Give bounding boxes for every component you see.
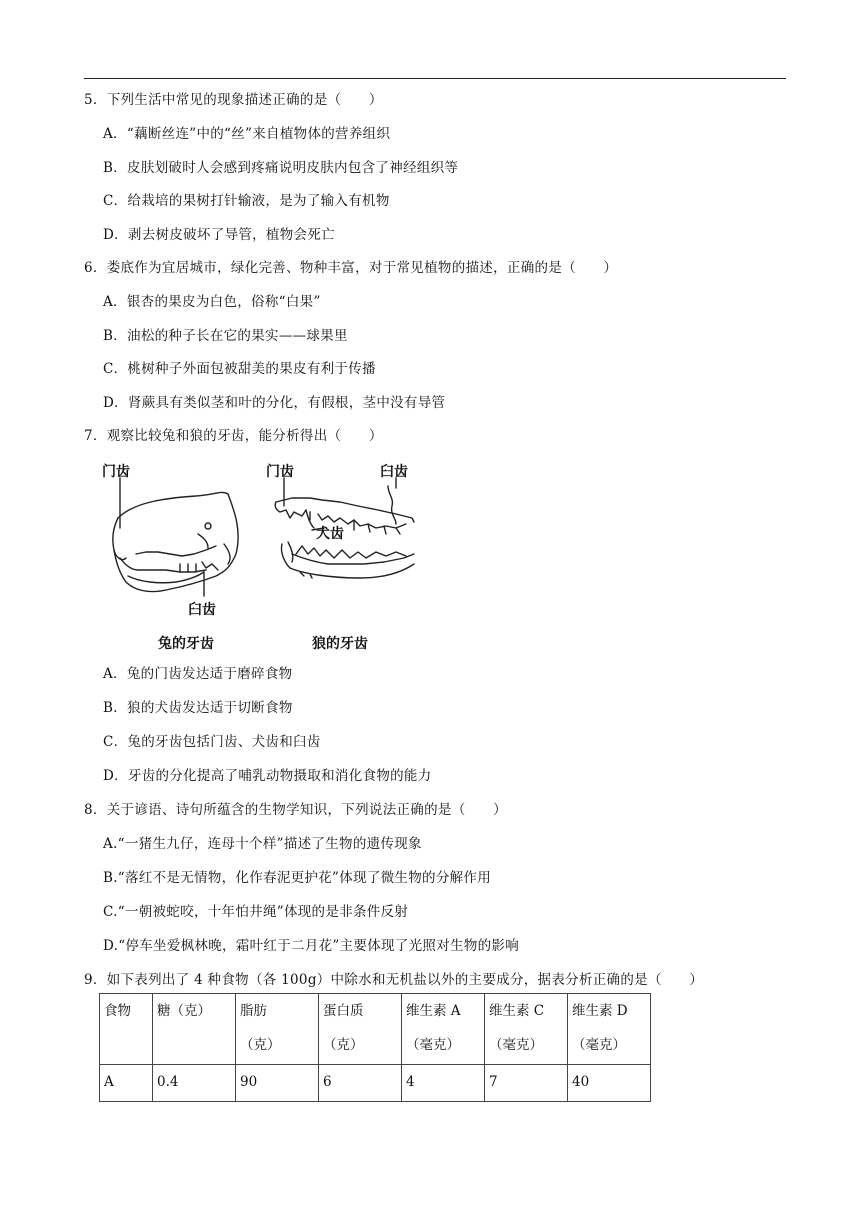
question-6-option-c: C．桃树种子外面包被甜美的果皮有利于传播: [103, 361, 376, 377]
question-7-option-d: D．牙齿的分化提高了哺乳动物摄取和消化食物的能力: [103, 768, 432, 784]
table-cell: 90: [236, 1065, 319, 1102]
rabbit-teeth-caption: 兔的牙齿: [158, 636, 214, 652]
question-5-option-c: C．给栽培的果树打针输液，是为了输入有机物: [103, 193, 390, 209]
question-7-option-a: A．兔的门齿发达适于磨碎食物: [103, 666, 293, 682]
question-8-option-a: A.“一猪生九仔，连母十个样”描述了生物的遗传现象: [103, 836, 422, 852]
table-header-cell: 维生素 C （毫克）: [485, 994, 568, 1065]
wolf-teeth-caption: 狼的牙齿: [312, 636, 368, 652]
table-cell: 6: [319, 1065, 402, 1102]
table-cell: 7: [485, 1065, 568, 1102]
wolf-molar-label: 臼齿: [380, 464, 408, 480]
table-header-cell: 维生素 D （毫克）: [568, 994, 651, 1065]
question-6-option-b: B．油松的种子长在它的果实——球果里: [103, 328, 348, 344]
question-6-option-d: D．肾蕨具有类似茎和叶的分化，有假根，茎中没有导管: [103, 395, 446, 411]
table-cell: 4: [402, 1065, 485, 1102]
wolf-incisor-label: 门齿: [266, 464, 294, 480]
table-cell: A: [100, 1065, 153, 1102]
question-8-stem: 8．关于谚语、诗句所蕴含的生物学知识，下列说法正确的是（ ）: [84, 802, 507, 818]
question-9-stem: 9．如下表列出了 4 种食物（各 100g）中除水和无机盐以外的主要成分，据表分析正确的是（ ）: [84, 972, 704, 988]
question-5-option-a: A．“藕断丝连”中的“丝”来自植物体的营养组织: [103, 126, 391, 142]
table-cell: 40: [568, 1065, 651, 1102]
table-header-cell: 糖（克）: [153, 994, 236, 1065]
table-header-cell: 食物: [100, 994, 153, 1065]
question-8-option-b: B.“落红不是无情物，化作春泥更护花”体现了微生物的分解作用: [103, 870, 492, 886]
teeth-figure: [96, 458, 426, 654]
question-6-stem: 6．娄底作为宜居城市，绿化完善、物种丰富，对于常见植物的描述，正确的是（ ）: [84, 260, 618, 276]
table-header-cell: 维生素 A （毫克）: [402, 994, 485, 1065]
question-7-option-c: C．兔的牙齿包括门齿、犬齿和臼齿: [103, 734, 321, 750]
question-6-option-a: A．银杏的果皮为白色，俗称“白果”: [103, 294, 321, 310]
rabbit-incisor-label: 门齿: [102, 464, 130, 480]
table-row: [100, 1065, 651, 1102]
question-5-option-d: D．剥去树皮破坏了导管，植物会死亡: [103, 227, 335, 243]
question-7-option-b: B．狼的犬齿发达适于切断食物: [103, 700, 293, 716]
wolf-skull-drawing: [275, 486, 414, 578]
question-5-option-b: B．皮肤划破时人会感到疼痛说明皮肤内包含了神经组织等: [103, 160, 459, 176]
question-8-option-c: C.“一朝被蛇咬，十年怕井绳”体现的是非条件反射: [103, 904, 409, 920]
table-header-cell: 脂肪 （克）: [236, 994, 319, 1065]
header-rule: [84, 78, 786, 79]
table-header-cell: 蛋白质 （克）: [319, 994, 402, 1065]
table-header-row: [100, 994, 651, 1065]
rabbit-molar-label: 臼齿: [188, 602, 216, 618]
question-7-stem: 7．观察比较兔和狼的牙齿，能分析得出（ ）: [84, 428, 383, 444]
table-cell: 0.4: [153, 1065, 236, 1102]
teeth-diagram: [96, 458, 426, 654]
question-8-option-d: D.“停车坐爱枫林晚，霜叶红于二月花”主要体现了光照对生物的影响: [103, 938, 520, 954]
nutrition-table: [99, 993, 651, 1102]
question-5-stem: 5．下列生活中常见的现象描述正确的是（ ）: [84, 92, 383, 108]
wolf-canine-label: 犬齿: [316, 526, 344, 542]
rabbit-skull-drawing: [113, 492, 238, 591]
